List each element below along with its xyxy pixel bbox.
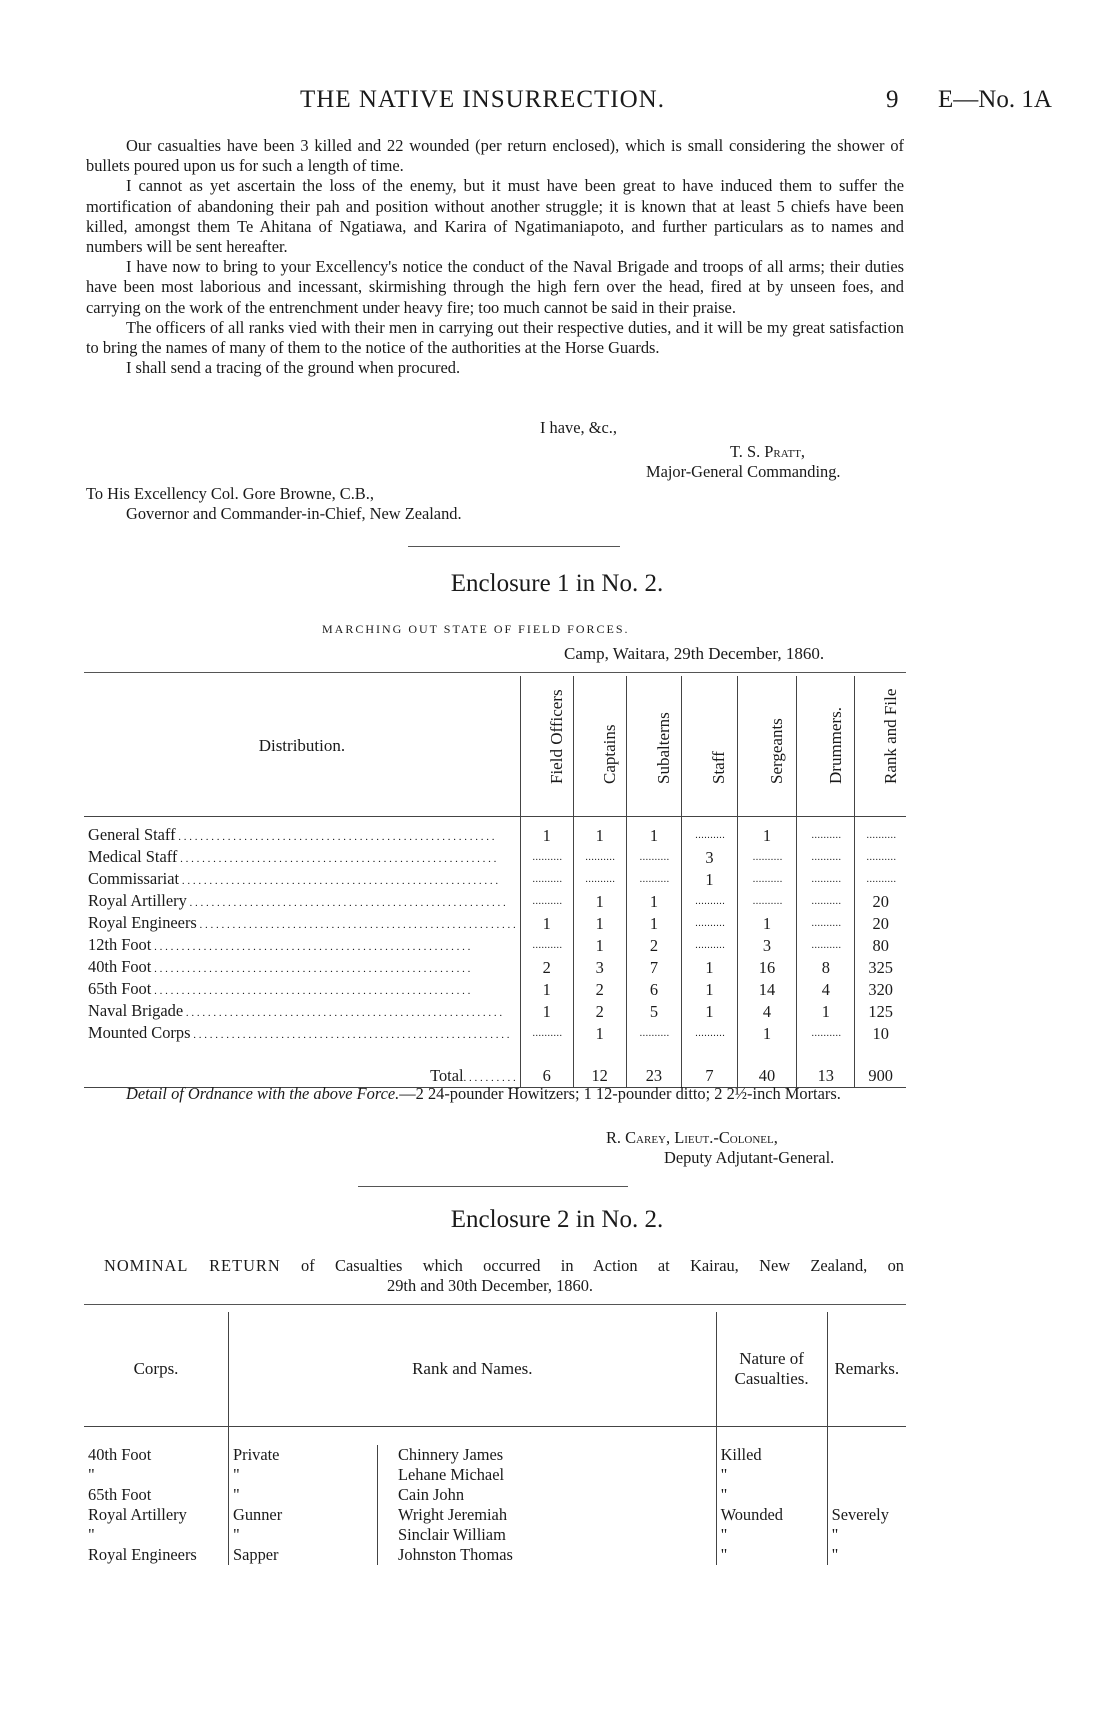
signature-name: T. S. Pratt,: [730, 442, 806, 461]
table-cell: . . . . . . . . . .: [573, 869, 626, 891]
page-number: 9: [886, 86, 899, 113]
letter-body: [86, 136, 904, 378]
rank-names-header: Rank and Names.: [229, 1312, 717, 1427]
table-row: [84, 979, 906, 1001]
total-cell: 12: [573, 1065, 626, 1088]
table-top-rule: [84, 672, 906, 673]
cell-rank: Gunner: [229, 1505, 378, 1525]
table-cell: . . . . . . . . . .: [797, 847, 855, 869]
table-cell: . . . . . . . . . .: [797, 869, 855, 891]
table-cell: 2: [520, 957, 573, 979]
nature-header: Nature of Casualties.: [716, 1312, 827, 1427]
table-cell: . . . . . . . . . .: [737, 869, 796, 891]
table-row: [84, 1001, 906, 1023]
enclosure-1-signer: R. Carey, Lieut.-Colonel,: [606, 1128, 778, 1147]
cell-corps: ": [88, 1465, 95, 1484]
remarks-header: Remarks.: [827, 1312, 906, 1427]
col-header: Rank and File: [855, 676, 906, 817]
table-cell: . . . . . . . . . .: [520, 935, 573, 957]
col-header: Staff: [682, 676, 738, 817]
table-cell: . . . . . . . . . .: [797, 1023, 855, 1045]
table-cell: . . . . . . . . . .: [626, 847, 682, 869]
table-cell: . . . . . . . . . .: [520, 869, 573, 891]
table-cell: 3: [682, 847, 738, 869]
table-top-rule: [84, 1304, 906, 1305]
table-cell: 1: [573, 935, 626, 957]
total-label: Total. . . . . . . . . .: [430, 1066, 516, 1085]
table-cell: 1: [520, 979, 573, 1001]
table-cell: . . . . . . . . . .: [682, 913, 738, 935]
table-cell: . . . . . . . . . .: [737, 847, 796, 869]
paragraph: The officers of all ranks vied with their men in carrying out their respective duties, and it will be my great satisfaction to bring the names of many of them to the notice of the authorities at the Horse Guards.: [86, 317, 904, 358]
table-row: [84, 1465, 906, 1485]
table-cell: 1: [737, 817, 796, 848]
table-cell: 1: [737, 913, 796, 935]
col-header: Captains: [573, 676, 626, 817]
table-cell: 125: [855, 1001, 906, 1023]
cell-nature: ": [716, 1485, 827, 1505]
row-label: Royal Artillery . . . . . . . . . . . . . . . . . . . . . . . . . . . . . . . . . . . . . . . . . . . . . . . . . . . . . . . . . .: [88, 891, 506, 910]
row-label: Mounted Corps . . . . . . . . . . . . . . . . . . . . . . . . . . . . . . . . . . . . . . . . . . . . . . . . . . . . . . . . . .: [88, 1023, 510, 1042]
cell-corps: Royal Artillery: [88, 1505, 187, 1524]
table-row: [84, 1445, 906, 1465]
table-cell: . . . . . . . . . .: [626, 1023, 682, 1045]
paragraph: Our casualties have been 3 killed and 22 wounded (per return enclosed), which is small considering the shower of bullets poured upon us for such a length of time.: [86, 136, 904, 176]
table-cell: . . . . . . . . . .: [520, 847, 573, 869]
table-cell: . . . . . . . . . .: [626, 869, 682, 891]
table-cell: 10: [855, 1023, 906, 1045]
table-row: [84, 869, 906, 891]
table-cell: 1: [737, 1023, 796, 1045]
row-label: General Staff . . . . . . . . . . . . . . . . . . . . . . . . . . . . . . . . . . . . . . . . . . . . . . . . . . . . . . . . . .: [88, 825, 495, 844]
table-cell: . . . . . . . . . .: [797, 817, 855, 848]
cell-nature: ": [716, 1525, 827, 1545]
cell-corps: 65th Foot: [88, 1485, 152, 1504]
cell-rank: ": [229, 1465, 378, 1485]
table-row: [84, 935, 906, 957]
field-forces-table: [84, 676, 906, 1088]
enclosure-1-subtitle: MARCHING OUT STATE OF FIELD FORCES.: [322, 622, 630, 636]
table-cell: 2: [573, 979, 626, 1001]
table-cell: . . . . . . . . . .: [520, 1023, 573, 1045]
cell-corps: Royal Engineers: [88, 1545, 197, 1564]
table-row: [84, 1505, 906, 1525]
total-cell: 900: [855, 1065, 906, 1088]
row-label: Naval Brigade . . . . . . . . . . . . . . . . . . . . . . . . . . . . . . . . . . . . . . . . . . . . . . . . . . . . . . . . . .: [88, 1001, 503, 1020]
table-row: [84, 1525, 906, 1545]
addressee-line: Governor and Commander-in-Chief, New Zealand.: [126, 504, 462, 523]
table-cell: 14: [737, 979, 796, 1001]
cell-nature: ": [716, 1465, 827, 1485]
row-label: Commissariat . . . . . . . . . . . . . . . . . . . . . . . . . . . . . . . . . . . . . . . . . . . . . . . . . . . . . . . . . .: [88, 869, 499, 888]
enclosure-2-title: Enclosure 2 in No. 2.: [450, 1206, 664, 1233]
cell-nature: Killed: [716, 1445, 827, 1465]
table-row: [84, 1485, 906, 1505]
nominal-return-intro: NOMINAL RETURN of Casualties which occurred in Action at Kairau, New Zealand, on: [104, 1256, 904, 1275]
cell-remarks: [827, 1465, 906, 1485]
cell-nature: ": [716, 1545, 827, 1565]
cell-name: Johnston Thomas: [378, 1545, 717, 1565]
cell-corps: 40th Foot: [88, 1445, 152, 1464]
row-label: 40th Foot . . . . . . . . . . . . . . . . . . . . . . . . . . . . . . . . . . . . . . . . . . . . . . . . . . . . . . . . . .: [88, 957, 471, 976]
cell-rank: ": [229, 1525, 378, 1545]
table-cell: . . . . . . . . . .: [520, 891, 573, 913]
table-cell: 1: [520, 1001, 573, 1023]
enclosure-1-title: Enclosure 1 in No. 2.: [450, 570, 664, 597]
total-cell: 23: [626, 1065, 682, 1088]
cell-nature: Wounded: [716, 1505, 827, 1525]
letter-closing: I have, &c.,: [540, 418, 617, 437]
table-cell: 1: [573, 817, 626, 848]
table-row: [84, 957, 906, 979]
cell-remarks: ": [827, 1545, 906, 1565]
table-row: [84, 847, 906, 869]
table-cell: 5: [626, 1001, 682, 1023]
table-cell: . . . . . . . . . .: [737, 891, 796, 913]
table-cell: 320: [855, 979, 906, 1001]
table-cell: 1: [626, 891, 682, 913]
table-cell: 1: [682, 1001, 738, 1023]
document-code: E—No. 1A: [938, 86, 1052, 113]
table-cell: 7: [626, 957, 682, 979]
row-label: Royal Engineers . . . . . . . . . . . . . . . . . . . . . . . . . . . . . . . . . . . . . . . . . . . . . . . . . . . . . . . . . .: [88, 913, 516, 932]
table-cell: . . . . . . . . . .: [682, 1023, 738, 1045]
row-label: Medical Staff . . . . . . . . . . . . . . . . . . . . . . . . . . . . . . . . . . . . . . . . . . . . . . . . . . . . . . . . . .: [88, 847, 497, 866]
table-cell: 20: [855, 891, 906, 913]
cell-name: Sinclair William: [378, 1525, 717, 1545]
table-cell: 1: [573, 1023, 626, 1045]
cell-remarks: Severely: [827, 1505, 906, 1525]
table-cell: 1: [626, 913, 682, 935]
table-cell: . . . . . . . . . .: [855, 847, 906, 869]
table-cell: 8: [797, 957, 855, 979]
cell-rank: ": [229, 1485, 378, 1505]
cell-corps: ": [88, 1525, 95, 1544]
table-cell: 4: [737, 1001, 796, 1023]
distribution-header: Distribution.: [258, 736, 346, 755]
table-cell: 2: [626, 935, 682, 957]
cell-name: Lehane Michael: [378, 1465, 717, 1485]
table-cell: . . . . . . . . . .: [855, 869, 906, 891]
addressee-line: To His Excellency Col. Gore Browne, C.B.,: [86, 484, 374, 503]
table-cell: 80: [855, 935, 906, 957]
table-cell: . . . . . . . . . .: [682, 817, 738, 848]
table-cell: . . . . . . . . . .: [573, 847, 626, 869]
cell-name: Wright Jeremiah: [378, 1505, 717, 1525]
total-cell: 13: [797, 1065, 855, 1088]
col-header: Field Officers: [520, 676, 573, 817]
col-header: Drummers.: [797, 676, 855, 817]
table-cell: . . . . . . . . . .: [682, 891, 738, 913]
row-label: 65th Foot . . . . . . . . . . . . . . . . . . . . . . . . . . . . . . . . . . . . . . . . . . . . . . . . . . . . . . . . . .: [88, 979, 471, 998]
cell-name: Chinnery James: [378, 1445, 717, 1465]
table-cell: . . . . . . . . . .: [797, 913, 855, 935]
table-cell: 4: [797, 979, 855, 1001]
table-cell: 1: [682, 979, 738, 1001]
table-cell: 1: [797, 1001, 855, 1023]
cell-remarks: ": [827, 1525, 906, 1545]
table-row: [84, 891, 906, 913]
table-cell: 16: [737, 957, 796, 979]
divider: [358, 1186, 628, 1187]
table-row: [84, 817, 906, 848]
divider: [408, 546, 620, 547]
table-cell: 2: [573, 1001, 626, 1023]
table-cell: 3: [573, 957, 626, 979]
corps-header: Corps.: [133, 1359, 179, 1378]
total-cell: 40: [737, 1065, 796, 1088]
col-header: Sergeants: [737, 676, 796, 817]
cell-remarks: [827, 1445, 906, 1465]
table-row: [84, 913, 906, 935]
table-cell: 1: [520, 817, 573, 848]
cell-rank: Sapper: [229, 1545, 378, 1565]
row-label: 12th Foot . . . . . . . . . . . . . . . . . . . . . . . . . . . . . . . . . . . . . . . . . . . . . . . . . . . . . . . . . .: [88, 935, 471, 954]
nominal-return-table: [84, 1312, 906, 1565]
table-cell: 1: [520, 913, 573, 935]
paragraph: I cannot as yet ascertain the loss of the enemy, but it must have been great to have induced them to suffer the mortification of abandoning their pah and position without another struggle; it is known that at least 5 chiefs have been killed, amongst them Te Ahitana of Ngatiawa, and Karira of Ngatimaniapoto, and further particulars as to names and numbers will be sent hereafter.: [86, 176, 904, 257]
table-cell: 6: [626, 979, 682, 1001]
table-cell: . . . . . . . . . .: [797, 891, 855, 913]
enclosure-1-signer-title: Deputy Adjutant-General.: [664, 1148, 835, 1167]
total-cell: 7: [682, 1065, 738, 1088]
table-cell: 325: [855, 957, 906, 979]
paragraph: I have now to bring to your Excellency's notice the conduct of the Naval Brigade and troops of all arms; their duties have been most laborious and incessant, skirmishing through the high fern over the head, fired at by unseen foes, and carrying on the work of the entrenchment under heavy fire; too much cannot be said in their praise.: [86, 257, 904, 317]
table-row: [84, 1545, 906, 1565]
table-cell: 20: [855, 913, 906, 935]
paragraph: I shall send a tracing of the ground when procured.: [126, 358, 461, 378]
table-cell: 1: [682, 957, 738, 979]
running-title: THE NATIVE INSURRECTION.: [300, 86, 665, 113]
table-cell: . . . . . . . . . .: [855, 817, 906, 848]
cell-name: Cain John: [378, 1485, 717, 1505]
cell-remarks: [827, 1485, 906, 1505]
table-cell: 1: [573, 913, 626, 935]
total-cell: 6: [520, 1065, 573, 1088]
ordnance-detail: Detail of Ordnance with the above Force.—2 24-pounder Howitzers; 1 12-pounder ditto; 2 2½-inch Mortars.: [126, 1084, 841, 1103]
table-cell: 1: [682, 869, 738, 891]
table-cell: . . . . . . . . . .: [797, 935, 855, 957]
col-header: Subalterns: [626, 676, 682, 817]
signature-title: Major-General Commanding.: [646, 462, 841, 481]
table-cell: . . . . . . . . . .: [682, 935, 738, 957]
place-date: Camp, Waitara, 29th December, 1860.: [564, 644, 825, 663]
table-row: [84, 1023, 906, 1045]
nominal-return-date: 29th and 30th December, 1860.: [387, 1276, 593, 1295]
table-cell: 1: [573, 891, 626, 913]
cell-rank: Private: [229, 1445, 378, 1465]
table-cell: 3: [737, 935, 796, 957]
table-cell: 1: [626, 817, 682, 848]
